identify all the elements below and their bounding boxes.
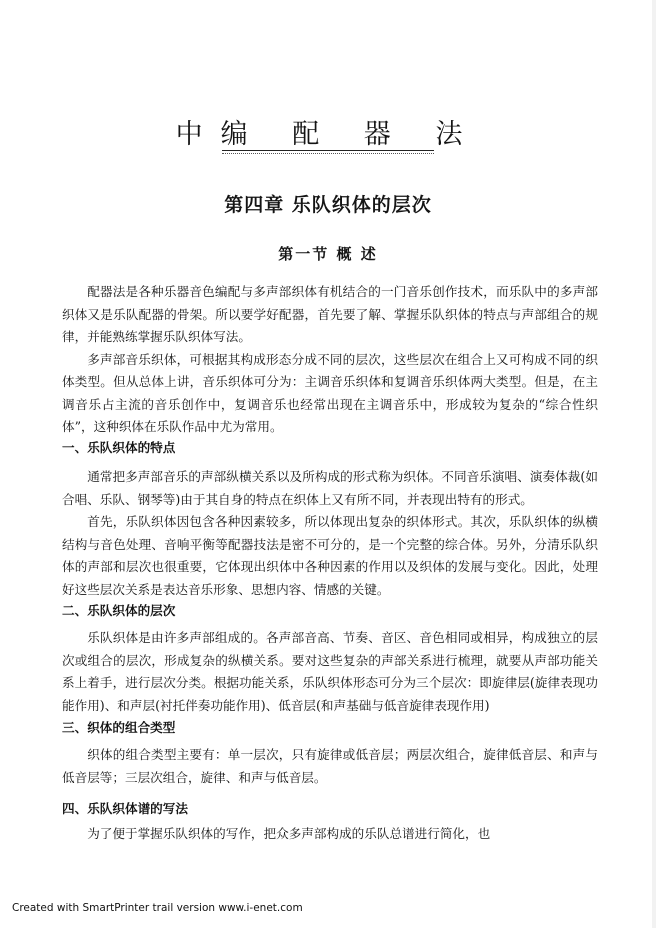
intro-text (62, 281, 598, 439)
part-title-underline (222, 150, 434, 151)
section-heading-2: 二、乐队织体的层次 (62, 603, 176, 618)
page-edge (652, 0, 656, 928)
paragraph: 乐队织体是由许多声部组成的。各声部音高、节奏、音区、音色相同或相异，构成独立的层次或组合的层次，形成复杂的纵横关系。要对这些复杂的声部关系进行梳理，就要从声部功能关系上着手，进行层次分类。根据功能关系，乐队织体形态可分为三个层次：即旋律层(旋律表现功能作用)、和声层(衬托伴奏功能作用)、低音层(和声基础与低音旋律表现作用) (62, 630, 598, 713)
paragraph: 为了便于掌握乐队织体的写作，把众多声部构成的乐队总谱进行简化，也 (87, 826, 491, 841)
section-heading-1: 一、乐队织体的特点 (62, 440, 176, 455)
part-title-underline-dotted (222, 153, 434, 154)
section-heading-3: 三、织体的组合类型 (62, 720, 176, 735)
paragraph: 配器法是各种乐器音色编配与多声部织体有机结合的一门音乐创作技术，而乐队中的多声部织体又是乐队配器的骨架。所以要学好配器，首先要了解、掌握乐队织体的特点与声部组合的规律，并能熟练掌握乐队织体写法。 (62, 284, 598, 344)
watermark-footer: Created with SmartPrinter trail version www.i-enet.com (12, 902, 303, 914)
section3-text (62, 744, 598, 789)
section2-text (62, 627, 598, 717)
section-heading-4: 四、乐队织体谱的写法 (62, 801, 188, 816)
section1-text (62, 466, 598, 601)
chapter-title: 第四章 乐队织体的层次 (224, 194, 432, 216)
paragraph: 通常把多声部音乐的声部纵横关系以及所构成的形式称为织体。不同音乐演唱、演奏体裁(如合唱、乐队、钢琴等)由于其自身的特点在织体上又有所不同，并表现出特有的形式。 (62, 469, 598, 507)
paragraph: 首先，乐队织体因包含各种因素较多，所以体现出复杂的织体形式。其次，乐队织体的纵横结构与音色处理、音响平衡等配器技法是密不可分的，是一个完整的综合体。另外，分清乐队织体的声部和层次也很重要，它体现出织体中各种因素的作用以及织体的发展与变化。因此，处理好这些层次关系是表达音乐形象、思想内容、情感的关键。 (62, 514, 598, 597)
part-title: 中编 配 器 法 (175, 119, 481, 150)
paragraph: 织体的组合类型主要有：单一层次，只有旋律或低音层；两层次组合，旋律低音层、和声与低音层等；三层次组合，旋律、和声与低音层。 (62, 747, 598, 785)
section-title: 第一节 概 述 (278, 245, 378, 263)
section4-text (62, 823, 598, 846)
paragraph: 多声部音乐织体，可根据其构成形态分成不同的层次，这些层次在组合上又可构成不同的织体类型。但从总体上讲，音乐织体可分为：主调音乐织体和复调音乐织体两大类型。但是，在主调音乐占主流的音乐创作中，复调音乐也经常出现在主调音乐中，形成较为复杂的“综合性织体”，这种织体在乐队作品中尤为常用。 (62, 351, 598, 434)
